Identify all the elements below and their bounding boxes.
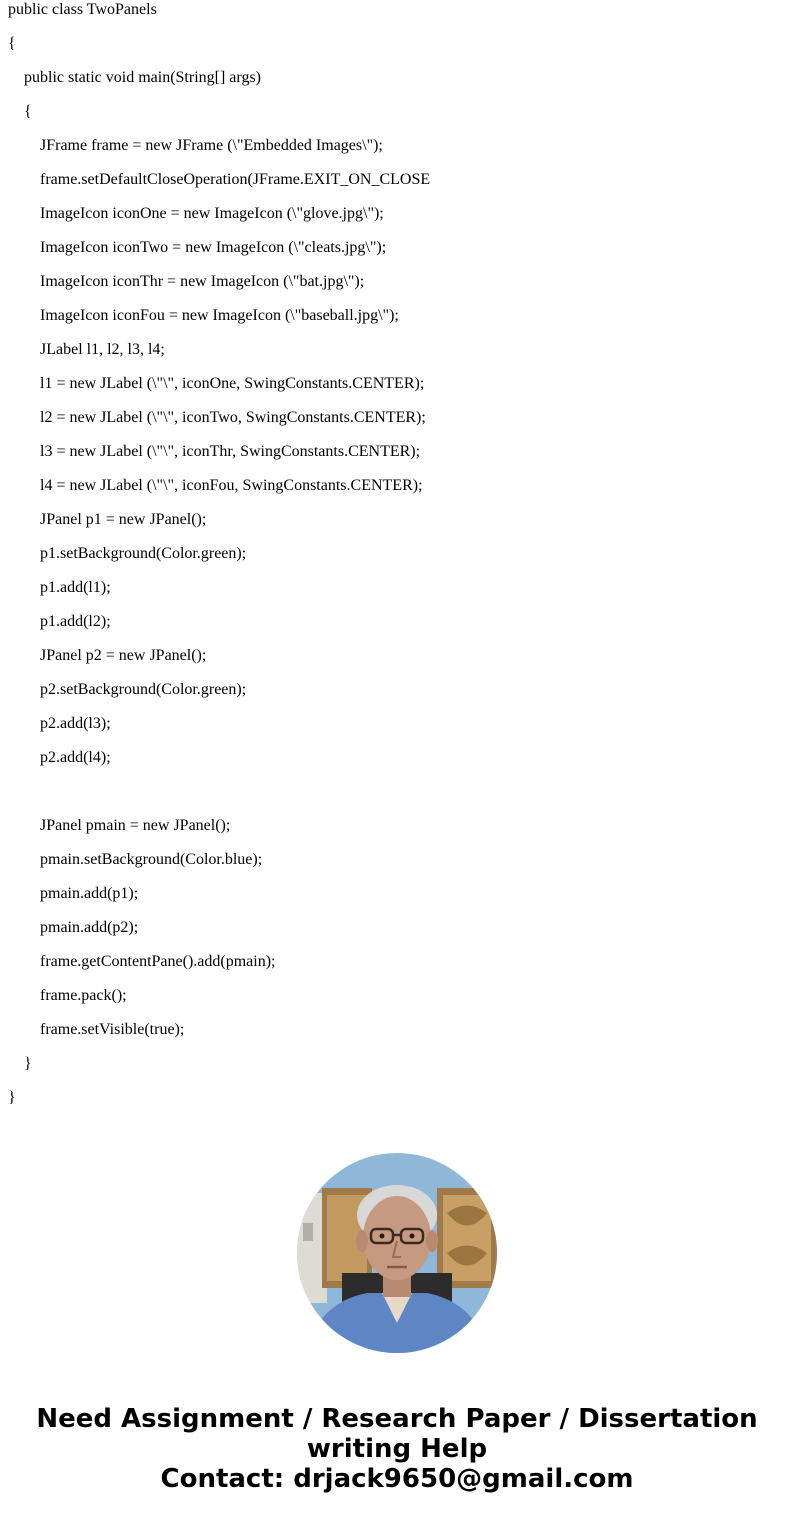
author-avatar	[297, 1153, 497, 1353]
promo-line-2: writing Help	[306, 1434, 488, 1464]
code-line: frame.getContentPane().add(pmain);	[40, 953, 276, 970]
code-line: frame.setDefaultCloseOperation(JFrame.EXIT_ON_CLOSE	[40, 171, 431, 188]
code-line: p1.setBackground(Color.green);	[40, 545, 247, 562]
code-line: }	[24, 1055, 32, 1072]
code-line: p2.add(l4);	[40, 749, 111, 766]
code-line: JFrame frame = new JFrame (\"Embedded Images\");	[40, 137, 383, 154]
promo-banner	[0, 1404, 794, 1494]
code-line: {	[8, 35, 16, 52]
code-line: ImageIcon iconOne = new ImageIcon (\"glove.jpg\");	[40, 205, 384, 222]
contact-line: Contact: drjack9650@gmail.com	[160, 1464, 634, 1494]
code-line: p2.setBackground(Color.green);	[40, 681, 247, 698]
code-line: JPanel p1 = new JPanel();	[40, 511, 207, 528]
code-line: }	[8, 1089, 16, 1106]
person-avatar-icon	[297, 1153, 497, 1353]
code-line: public class TwoPanels	[8, 1, 157, 18]
code-line: l1 = new JLabel (\"\", iconOne, SwingConstants.CENTER);	[40, 375, 425, 392]
code-line	[0, 782, 794, 816]
code-line: pmain.add(p2);	[40, 919, 139, 936]
code-line: l2 = new JLabel (\"\", iconTwo, SwingConstants.CENTER);	[40, 409, 426, 426]
code-line: l3 = new JLabel (\"\", iconThr, SwingConstants.CENTER);	[40, 443, 421, 460]
code-line: JLabel l1, l2, l3, l4;	[40, 341, 165, 358]
code-line: frame.setVisible(true);	[40, 1021, 185, 1038]
code-line: frame.pack();	[40, 987, 127, 1004]
code-line: p2.add(l3);	[40, 715, 111, 732]
code-line: pmain.add(p1);	[40, 885, 139, 902]
code-line: ImageIcon iconFou = new ImageIcon (\"baseball.jpg\");	[40, 307, 399, 324]
code-line: p1.add(l1);	[40, 579, 111, 596]
code-line: public static void main(String[] args)	[24, 69, 261, 86]
code-line: p1.add(l2);	[40, 613, 111, 630]
promo-line-1: Need Assignment / Research Paper / Dissertation	[36, 1404, 758, 1434]
code-line: pmain.setBackground(Color.blue);	[40, 851, 263, 868]
code-line: l4 = new JLabel (\"\", iconFou, SwingConstants.CENTER);	[40, 477, 423, 494]
code-line: ImageIcon iconTwo = new ImageIcon (\"cleats.jpg\");	[40, 239, 387, 256]
code-line: JPanel pmain = new JPanel();	[40, 817, 231, 834]
code-line: {	[24, 103, 32, 120]
code-line: JPanel p2 = new JPanel();	[40, 647, 207, 664]
code-line: ImageIcon iconThr = new ImageIcon (\"bat.jpg\");	[40, 273, 365, 290]
